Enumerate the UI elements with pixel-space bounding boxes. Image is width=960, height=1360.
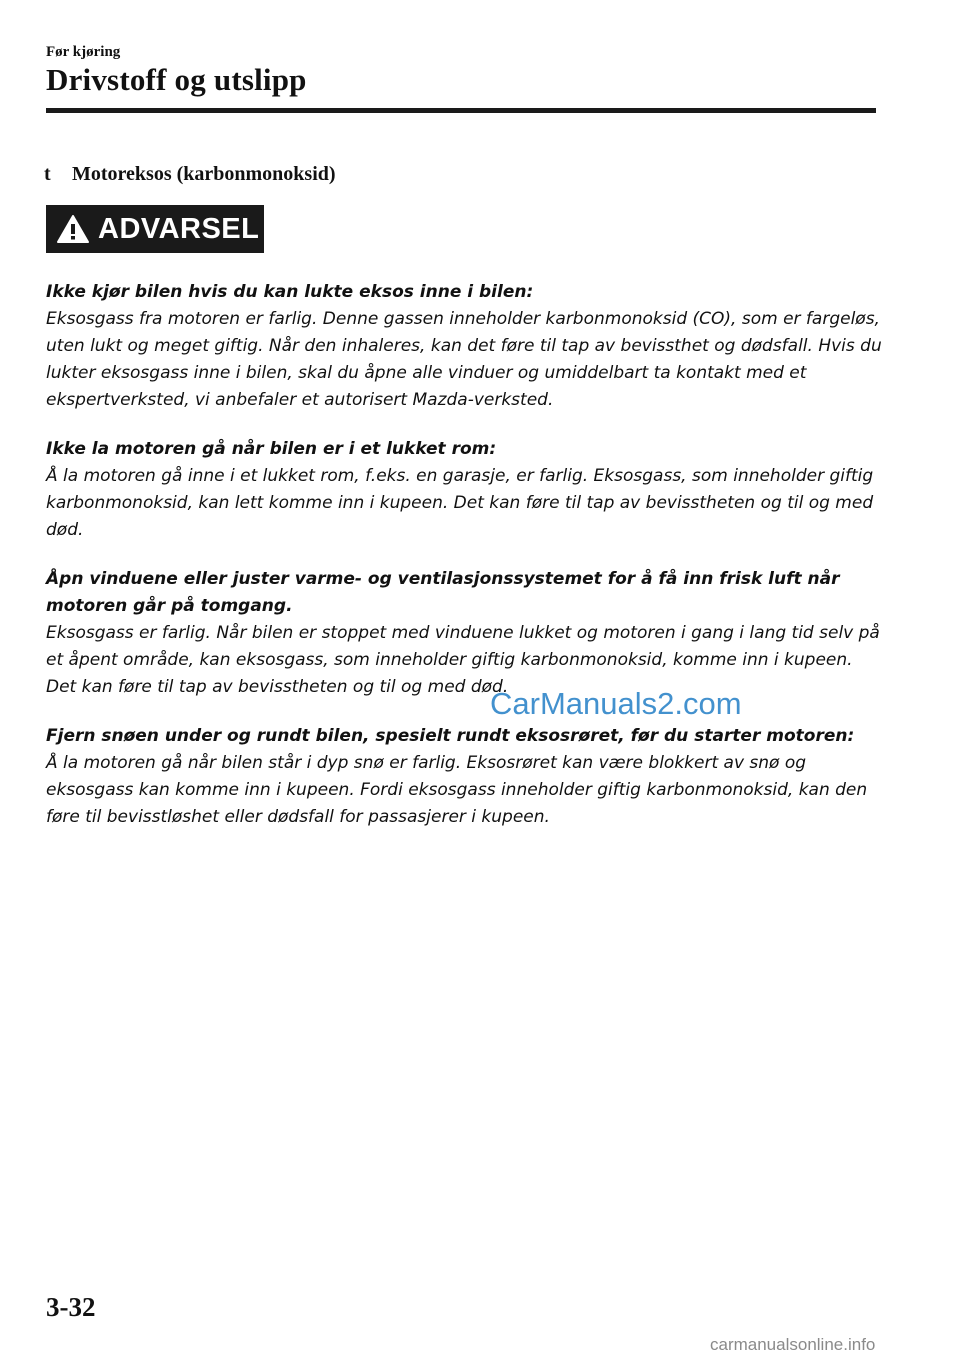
subheading [44,163,336,186]
warning-content [46,279,884,853]
warning-triangle-icon [56,214,90,244]
warning-heading: Åpn vinduene eller juster varme- og ventilasjonssystemet for å få inn frisk luft når motoren går på tomgang. [46,569,840,616]
title-divider [46,108,876,113]
subheading-text: Motoreksos (karbonmonoksid) [72,163,336,185]
page-title: Drivstoff og utslipp [46,62,307,97]
carmanuals-watermark: CarManuals2.com [490,686,742,721]
warning-item [46,279,884,414]
section-label: Før kjøring [46,44,121,60]
bullet-marker: t [44,163,51,185]
warning-body: Eksosgass fra motoren er farlig. Denne gassen inneholder karbonmonoksid (CO), som er fargeløs, uten lukt og meget giftig. Når den inhaleres, kan det føre til tap av bevissthet og dødsfall. Hvis du lukter eksosgass inne i bilen, skal du åpne alle vinduer og umiddelbart ta kontakt med et ekspertverksted, vi anbefaler et autorisert Mazda-verksted. [46,309,882,410]
site-watermark: carmanualsonline.info [710,1335,876,1354]
warning-body: Å la motoren gå når bilen står i dyp snø er farlig. Eksosrøret kan være blokkert av snø og eksosgass kan komme inn i kupeen. Fordi eksosgass inneholder giftig karbonmonoksid, kan den føre til bevisstløshet eller dødsfall for passasjerer i kupeen. [46,753,868,827]
warning-heading: Ikke kjør bilen hvis du kan lukte eksos inne i bilen: [46,282,534,302]
warning-item [46,436,884,544]
warning-item [46,723,884,831]
warning-body: Å la motoren gå inne i et lukket rom, f.eks. en garasje, er farlig. Eksosgass, som inneholder giftig karbonmonoksid, kan lett komme inn i kupeen. Det kan føre til tap av bevisstheten og til og med død. [46,466,874,540]
warning-badge [46,205,264,253]
warning-label: ADVARSEL [98,212,260,245]
warning-item [46,566,884,701]
warning-heading: Ikke la motoren gå når bilen er i et lukket rom: [46,439,497,459]
page-number: 3-32 [46,1292,96,1322]
warning-heading: Fjern snøen under og rundt bilen, spesielt rundt eksosrøret, før du starter motoren: [46,726,855,746]
warning-body: Eksosgass er farlig. Når bilen er stoppet med vinduene lukket og motoren i gang i lang tid selv på et åpent område, kan eksosgass, som inneholder giftig karbonmonoksid, komme inn i kupeen. Det kan føre til tap av bevisstheten og til og med død. [46,623,880,697]
